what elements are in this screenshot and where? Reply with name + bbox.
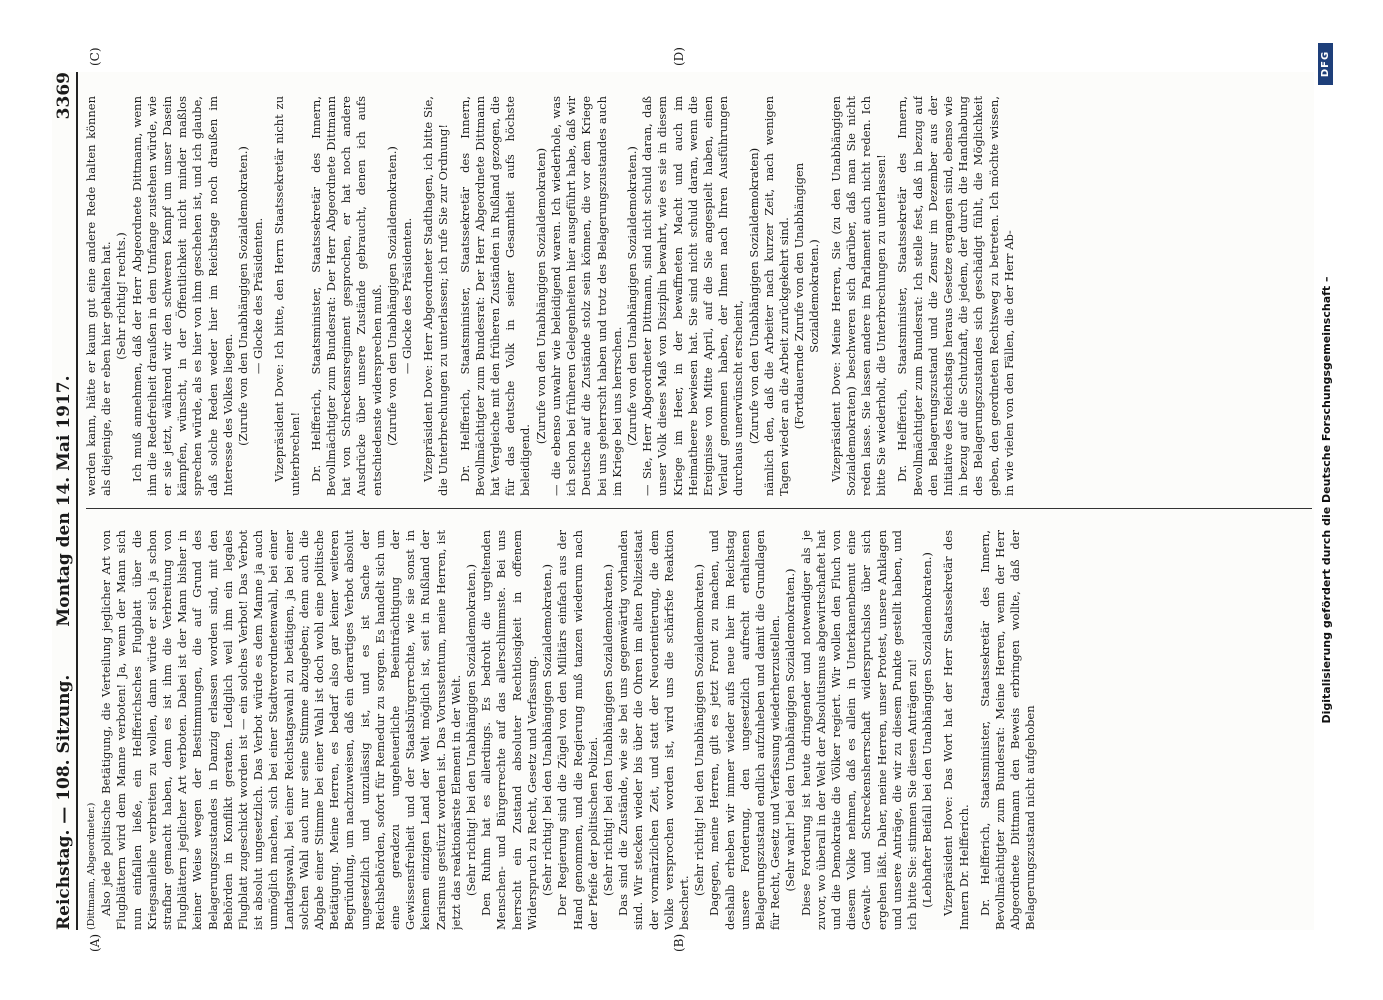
interjection: — Glocke des Präsidenten.	[251, 217, 266, 375]
paragraph: Dr. Helfferich, Staatsminister, Staatssekretär des Innern, Bevollmächtigter zum Bundesrat: Der Herr Abgeordnete Dittmann hat Vergleiche mit den früheren Zuständen in Rußland gezogen, die für das deutsche Volk in seiner Gesamtheit aufs höchste beleidigend.	[457, 96, 533, 496]
paragraph: Dr. Helfferich, Staatsminister, Staatssekretär des Innern, Bevollmächtigter zum Bundesrat: Meine Herren, wenn der Herr Abgeordnete Dittmann den Beweis erbringen wollte, daß der Belagerungszustand nicht aufgehoben	[977, 530, 1038, 930]
column-divider	[86, 508, 1312, 509]
paragraph: werden kann, hätte er kaum gut eine andere Rede halten können als diejenige, die er eben hier gehalten hat.	[84, 96, 114, 496]
paragraph: Diese Forderung ist heute dringender und notwendiger als je zuvor, wo überall in der Welt der Absolutismus abgewirtschaftet hat und die Demokratie die Völker regiert. Wir wollen den Fluch von diesem Volke nehmen, daß es allein in Unterkanenbemut eine Gewalt- und Schreckensherrschaft widerspruchslos über sich ergehen läßt. Daher, meine Herren, unser Protest, unsere Anklagen und unsere Anträge, die wir zu diesem Punkte gestellt haben, und ich bitte Sie: stimmen Sie diesen Anträgen zu!	[798, 530, 919, 930]
margin-marker-c: (C)	[88, 47, 102, 66]
interjection: (Sehr richtig! bei den Unabhängigen Sozialdemokraten.)	[692, 563, 707, 897]
interjection: (Sehr wahr! bei den Unabhängigen Sozialdemokraten.)	[783, 568, 798, 892]
margin-marker-d: (D)	[672, 47, 686, 66]
paragraph: Ich muß annehmen, daß der Herr Abgeordnete Dittmann, wenn ihm die Redefreiheit draußen in dem Umfange zustehen würde, wie er sie jetzt, während wir den schweren Kampf um unser Dasein kämpfen, wünscht, in der Öffentlichkeit nicht minder maßlos sprechen würde, als es hier von ihm geschehen ist, und ich glaube, daß solche Reden weder hier im Reichstage noch draußen im Interesse des Volkes liegen.	[129, 96, 235, 496]
header-rule	[76, 72, 78, 930]
interjection: (Lebhafter Beifall bei den Unabhängigen Sozialdemokraten.)	[920, 552, 935, 908]
paragraph: Dagegen, meine Herren, gilt es jetzt Front zu machen, und deshalb erheben wir immer wieder aufs neue hier im Reichstag unsere Forderung, den ungesetzlich aufrecht erhaltenen Belagerungszustand endlich aufzuheben und damit die Grundlagen für Recht, Gesetz und Verfassung wiederherzustellen.	[707, 530, 783, 930]
paragraph: Der Regierung sind die Zügel von den Militärs einfach aus der Hand genommen, und die Regierung muß tanzen wiederum nach der Pfeife der politischen Polizei.	[555, 530, 600, 930]
paragraph: Vizepräsident Dove: Herr Abgeordneter Stadthagen, ich bitte Sie, die Unterbrechungen zu unterlassen; ich rufe Sie zur Ordnung!	[421, 96, 451, 496]
paragraph: Das sind die Zustände, wie sie bei uns gegenwärtig vorhanden sind. Wir stecken wieder bis über die Ohren im alten Polizeistaat der vormärzlichen Zeit, und statt der Neuorientierung, die dem Volke versprochen worden ist, wird uns die schärfste Reaktion beschert.	[616, 530, 691, 930]
interjection: (Sehr richtig! bei den Unabhängigen Sozialdemokraten.)	[540, 563, 555, 897]
scanned-page	[52, 47, 1314, 952]
interjection: (Fortdauernde Zurufe von den Unabhängigen Sozialdemokraten.)	[792, 162, 822, 430]
digitization-credit: Digitalisierung gefördert durch die Deutsche Forschungsgemeinschaft –	[1320, 276, 1333, 724]
paragraph: — die ebenso unwahr wie beleidigend waren. Ich wiederhole, was ich schon bei früheren Gelegenheiten hier ausgeführt habe, daß wir Deutsche auf die Zustände stolz sein können, die vor dem Kriege bei uns geherrscht haben und trotz des Belagerungszustandes auch im Kriege bei uns herrschen.	[548, 96, 624, 496]
interjection: (Sehr richtig! bei den Unabhängigen Sozialdemokraten.)	[464, 563, 479, 897]
speaker-tag: (Dittmann, Abgeordneter.)	[86, 802, 97, 930]
paragraph: — Sie, Herr Abgeordneter Dittmann, sind nicht schuld daran, daß unser Volk dieses Maß von Disziplin bewahrt, wie es sie in diesem Kriege im Heer, in der bewaffneten Macht und auch im Heimatheere bewiesen hat. Sie sind nicht schuld daran, wenn die Ereignisse von Mitte April, auf die Sie angespielt haben, einen Verlauf genommen haben, der Ihnen nach Ihren Ausführungen durchaus unerwünscht erscheint,	[640, 96, 746, 496]
left-text-column	[84, 530, 1312, 930]
paragraph: Den Ruhm hat es allerdings. Es bedroht die urgeltenden Menschen- und Bürgerrechte auf das allerschlimmste. Bei uns herrscht ein Zustand absoluter Rechtlosigkeit in offenem Widerspruch zu Recht, Gesetz und Verfassung.	[479, 530, 539, 930]
interjection: (Sehr richtig! rechts.)	[114, 232, 129, 360]
interjection: (Zurufe von den Unabhängigen Sozialdemokraten.)	[384, 146, 399, 446]
paragraph: Dr. Helfferich, Staatsminister, Staatssekretär des Innern, Bevollmächtigter zum Bundesrat: Der Herr Abgeordnete Dittmann hat von Schreckensregiment gesprochen, er hat noch andere Ausdrücke über unsere Zustände gebraucht, denen ich aufs entschiedenste widersprechen muß.	[308, 96, 384, 496]
dfg-logo: DFG	[1318, 43, 1333, 85]
interjection: (Zurufe von den Unabhängigen Sozialdemokraten.)	[236, 146, 251, 446]
header-running-title: Reichstag. — 108. Sitzung.	[54, 674, 74, 930]
header-page-number: 3369	[54, 72, 74, 120]
interjection: (Zurufe von den Unabhängigen Sozialdemokraten)	[533, 147, 548, 445]
paragraph: Dr. Helfferich, Staatsminister, Staatssekretär des Innern, Bevollmächtigter zum Bundesrat: Ich stelle fest, daß in bezug auf den Belagerungszustand und die Zensur im Dezember aus der Initiative des Reichstags heraus Gesetze ergangen sind, ebenso wie in bezug auf die Schutzhaft, die jedem, der durch die Handhabung des Belagerungszustandes sich geschädigt fühlt, die Möglichkeit geben, den geordneten Rechtsweg zu betreten. Ich möchte wissen, in wie vielen von den Fällen, die der Herr Ab-	[895, 96, 1016, 496]
interjection: (Zurufe von den Unabhängigen Sozialdemokraten)	[746, 147, 761, 445]
interjection: (Sehr richtig! bei den Unabhängigen Sozialdemokraten.)	[600, 563, 615, 897]
paragraph: Vizepräsident Dove: Das Wort hat der Herr Staatssekretär des Innern Dr. Helfferich.	[941, 530, 971, 930]
page-header	[52, 72, 78, 930]
right-text-column	[84, 96, 1312, 496]
interjection: — Glocke des Präsidenten.	[400, 217, 415, 375]
paragraph: Vizepräsident Dove: Meine Herren, Sie (zu den Unabhängigen Sozialdemokraten) beschweren sich darüber, daß man Sie nicht reden lasse. Sie lassen andere im Parlament auch nicht reden. Ich bitte Sie wiederholt, die Unterbrechungen zu unterlassen!	[828, 96, 889, 496]
margin-marker-a: (A)	[88, 933, 102, 952]
header-date: Montag den 14. Mai 1917.	[54, 375, 74, 627]
paragraph: nämlich den, daß die Arbeiter nach kurzer Zeit, nach wenigen Tagen wieder an die Arbeit zurückgekehrt sind.	[761, 96, 791, 496]
paragraph: Also jede politische Betätigung, die Verteilung jeglicher Art von Flugblättern wird dem Manne verboten! Ja, wenn der Mann sich nun einfallen ließe, ein Helfferichsches Flugblatt über die Kriegsanleihe verbreiten zu wollen, dann würde er sich ja schon strafbar gemacht haben, denn es ist ihm die Verbreitung von Flugblättern jeglicher Art verboten. Dabei ist der Mann bisher in keiner Weise wegen der Bestimmungen, die auf Grund des Belagerungszustandes in Danzig erlassen worden sind, mit den Behörden in Konflikt geraten. Lediglich weil ihm ein legales Flugblatt zugeschickt worden ist — ein solches Verbot! Das Verbot ist absolut ungesetzlich. Das Verbot würde es dem Manne ja auch unmöglich machen, sich bei einer Stadtverordnetenwahl, bei einer Landtagswahl, bei einer Reichstagswahl zu betätigen, ja bei einer solchen Wahl auch nur seine Stimme abzugeben; denn auch die Abgabe einer Stimme bei einer Wahl ist doch wohl eine politische Betätigung. Meine Herren, es bedarf also gar keiner weiteren Begründung, um nachzuweisen, daß ein derartiges Verbot absolut ungesetzlich und unzulässig ist, und es ist Sache der Reichsbehörden, sofort für Remedur zu sorgen. Es handelt sich um eine geradezu ungeheuerliche Beeinträchtigung der Gewissensfreiheit und der Staatsbürgerrechte, wie sie sonst in keinem einzigen Land der Welt möglich ist, seit in Rußland der Zarismus gestürzt worden ist. Das Vorusstentum, meine Herren, ist jetzt das reaktionärste Element in der Welt.	[99, 530, 463, 930]
paragraph: Vizepräsident Dove: Ich bitte, den Herrn Staatssekretär nicht zu unterbrechen!	[272, 96, 302, 496]
margin-marker-b: (B)	[672, 933, 686, 952]
interjection: (Zurufe von den Unabhängigen Sozialdemokraten.)	[624, 146, 639, 446]
